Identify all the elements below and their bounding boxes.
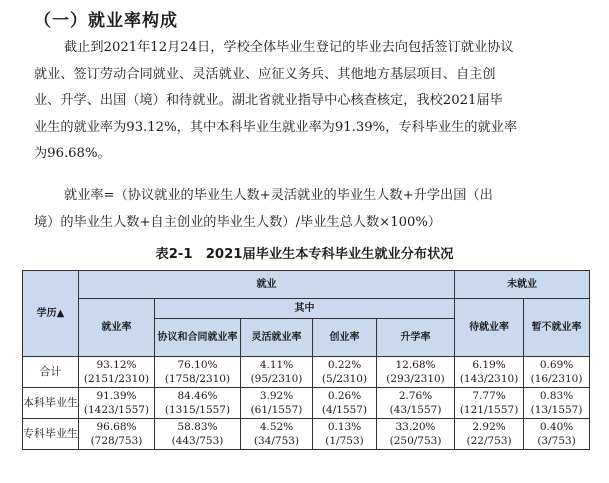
table-row <box>23 388 590 419</box>
header-employed: 就业 <box>79 271 455 299</box>
cell-count: (121/1557) <box>459 404 519 416</box>
header-further: 升学率 <box>377 319 455 357</box>
cell-percent: 93.12% <box>96 359 137 371</box>
cell-percent: 2.76% <box>398 390 433 402</box>
section-title: （一）就业率构成 <box>34 11 178 31</box>
cell-count: (13/1557) <box>530 404 583 416</box>
cell-further <box>377 419 455 450</box>
cell-count: (2151/2310) <box>83 373 150 385</box>
cell-percent: 12.68% <box>395 359 436 371</box>
cell-count: (1315/1557) <box>164 404 231 416</box>
row-label: 专科毕业生 <box>23 419 79 450</box>
cell-contract <box>155 419 241 450</box>
cell-count: (16/2310) <box>530 373 583 385</box>
cell-percent: 0.22% <box>327 359 362 371</box>
cell-count: (34/753) <box>253 435 300 447</box>
cell-count: (143/2310) <box>459 373 519 385</box>
header-degree: 学历▲ <box>23 271 79 357</box>
employment-table <box>22 270 590 450</box>
cell-rate <box>79 357 155 388</box>
header-unemployed: 未就业 <box>455 271 590 299</box>
cell-notyet <box>524 388 590 419</box>
paragraph-line: 就业、签订劳动合同就业、灵活就业、应征义务兵、其他地方基层项目、自主创 <box>34 66 496 82</box>
cell-percent: 6.19% <box>472 359 506 371</box>
cell-count: (5/2310) <box>321 373 368 385</box>
cell-count: (1/753) <box>325 435 364 447</box>
cell-percent: 91.39% <box>96 390 137 402</box>
cell-percent: 4.11% <box>259 359 294 371</box>
cell-percent: 58.83% <box>177 421 218 433</box>
cell-startup <box>313 419 377 450</box>
cell-flexible <box>241 357 313 388</box>
header-startup: 创业率 <box>313 319 377 357</box>
cell-rate <box>79 419 155 450</box>
cell-percent: 0.40% <box>539 421 574 433</box>
cell-count: (22/753) <box>466 435 512 447</box>
cell-further <box>377 388 455 419</box>
cell-percent: 0.26% <box>327 390 362 402</box>
cell-startup <box>313 357 377 388</box>
cell-startup <box>313 388 377 419</box>
cell-flexible <box>241 388 313 419</box>
cell-percent: 76.10% <box>177 359 218 371</box>
header-contract: 协议和合同就业率 <box>155 319 241 357</box>
cell-count: (443/753) <box>171 435 224 447</box>
paragraph-line: 业、升学、出国（境）和待就业。湖北省就业指导中心核查核定，我校2021届毕 <box>34 93 503 108</box>
cell-percent: 0.69% <box>539 359 574 371</box>
cell-count: (43/1557) <box>389 404 442 416</box>
cell-count: (1423/1557) <box>83 404 150 416</box>
cell-count: (4/1557) <box>321 404 368 416</box>
table-row <box>23 419 590 450</box>
cell-percent: 0.83% <box>539 390 574 402</box>
paragraph-line: 就业率=（协议就业的毕业生人数+灵活就业的毕业生人数+升学出国（出 <box>64 188 493 203</box>
cell-count: (293/2310) <box>386 373 445 385</box>
header-rate: 就业率 <box>79 299 155 357</box>
header-flexible: 灵活就业率 <box>241 319 313 357</box>
cell-percent: 3.92% <box>259 390 294 402</box>
cell-count: (61/1557) <box>250 404 303 416</box>
cell-pending <box>455 357 524 388</box>
cell-rate <box>79 388 155 419</box>
cell-percent: 2.92% <box>472 421 506 433</box>
intro-paragraph <box>34 35 600 168</box>
cell-percent: 7.77% <box>472 390 506 402</box>
row-label: 本科毕业生 <box>23 388 79 419</box>
cell-contract <box>155 357 241 388</box>
cell-pending <box>455 419 524 450</box>
cell-count: (250/753) <box>389 435 442 447</box>
header-notyet: 暂不就业率 <box>524 299 590 357</box>
cell-count: (3/753) <box>537 435 576 447</box>
header-among: 其中 <box>155 299 455 319</box>
cell-flexible <box>241 419 313 450</box>
formula-paragraph <box>34 183 600 236</box>
cell-contract <box>155 388 241 419</box>
table-row <box>23 357 590 388</box>
cell-percent: 96.68% <box>96 421 137 433</box>
header-pending: 待就业率 <box>455 299 524 357</box>
cell-percent: 33.20% <box>395 421 436 433</box>
cell-pending <box>455 388 524 419</box>
paragraph-line: 业生的就业率为93.12%，其中本科毕业生就业率为91.39%，专科毕业生的就业率 <box>34 119 518 135</box>
cell-count: (1758/2310) <box>164 373 231 385</box>
paragraph-line: 截止到2021年12月24日，学校全体毕业生登记的毕业去向包括签订就业协议 <box>64 40 514 55</box>
cell-percent: 84.46% <box>177 390 218 402</box>
table-caption: 表2-1 2021届毕业生本专科毕业生就业分布状况 <box>155 247 454 262</box>
cell-notyet <box>524 357 590 388</box>
cell-count: (95/2310) <box>250 373 303 385</box>
cell-further <box>377 357 455 388</box>
cell-percent: 0.13% <box>327 421 362 433</box>
cell-count: (728/753) <box>90 435 143 447</box>
row-label: 合计 <box>23 357 79 388</box>
cell-percent: 4.52% <box>259 421 294 433</box>
paragraph-line: 境）的毕业生人数+自主创业的毕业生人数）/毕业生总人数×100%） <box>34 214 442 230</box>
paragraph-line: 为96.68%。 <box>34 146 111 161</box>
cell-notyet <box>524 419 590 450</box>
